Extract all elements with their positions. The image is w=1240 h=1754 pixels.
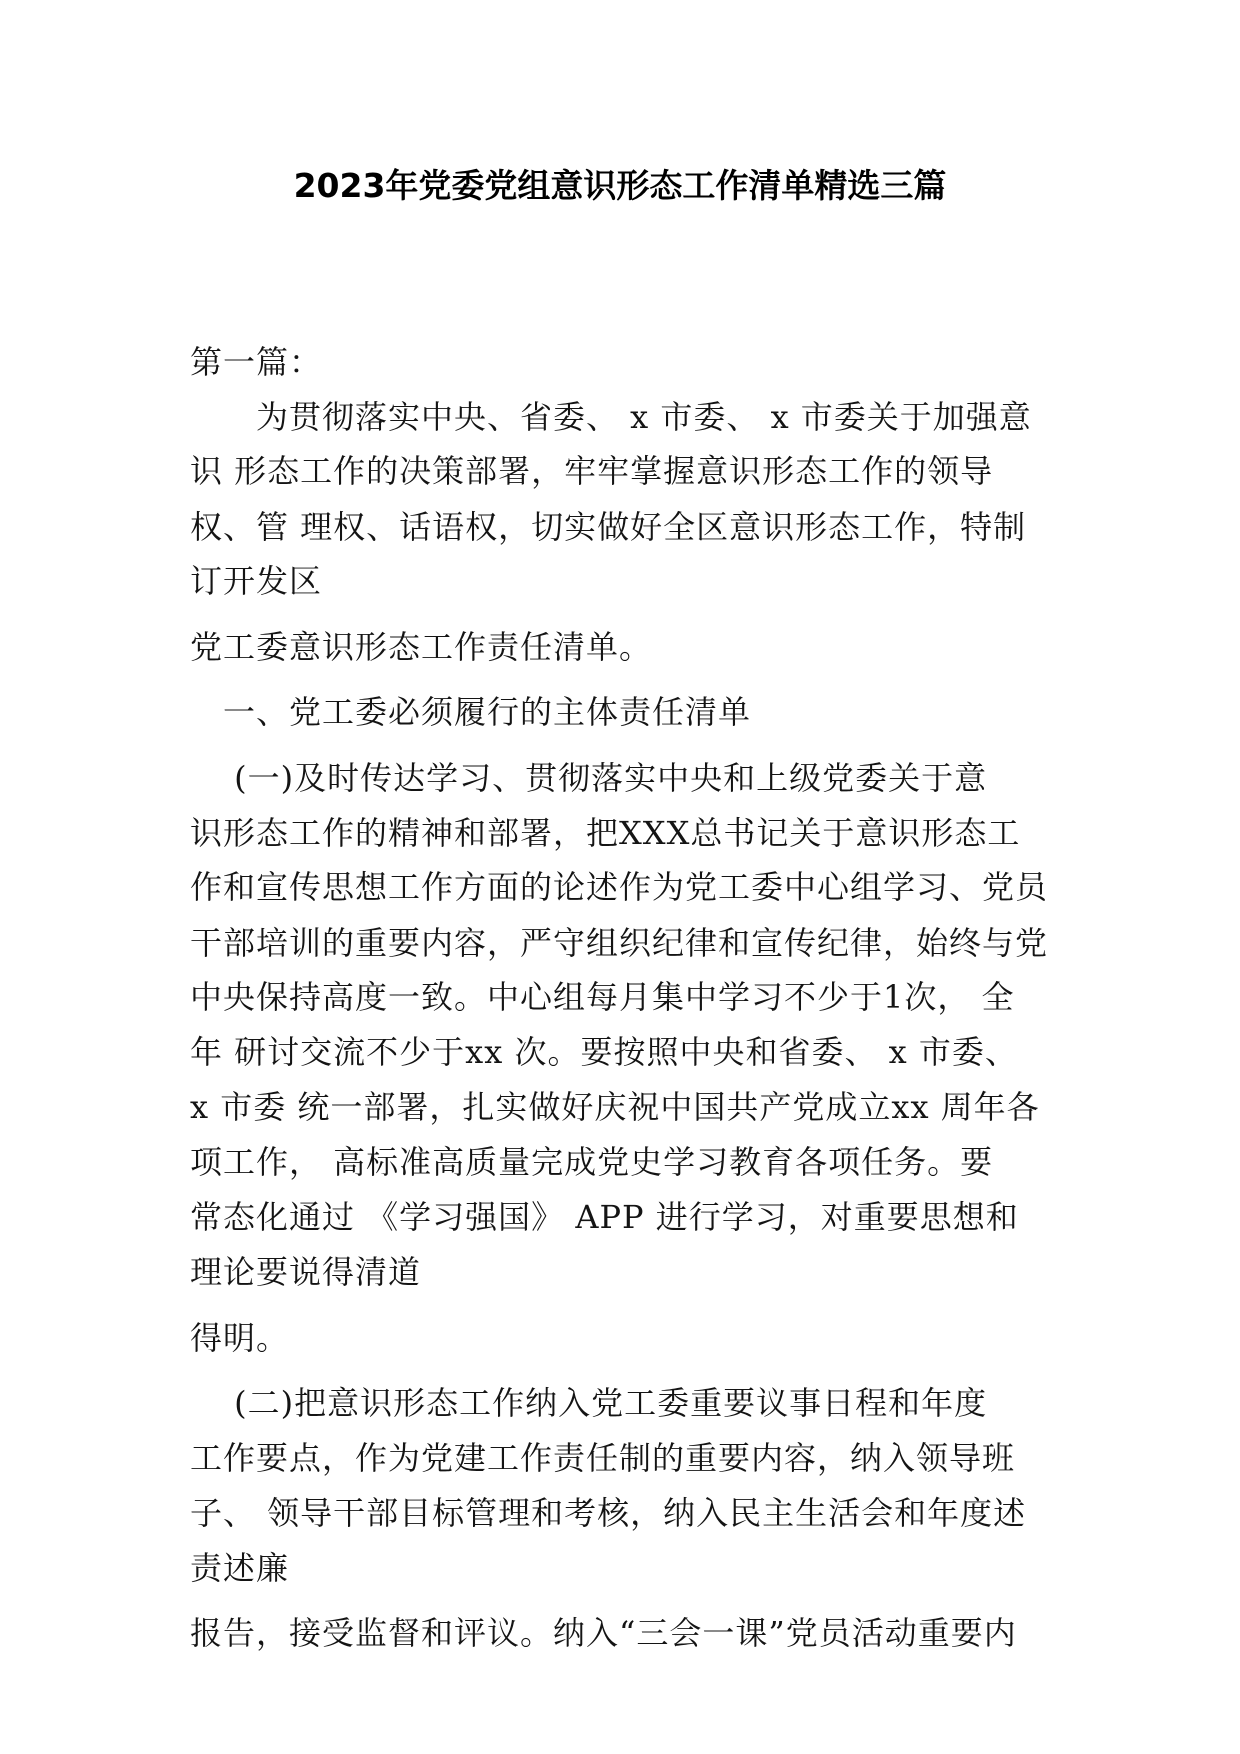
paragraph-line: 订开发区: [190, 562, 323, 600]
paragraph-line: 责述廉: [190, 1549, 290, 1587]
paragraph-line: 项工作， 高标准高质量完成党史学习教育各项任务。要: [190, 1143, 994, 1181]
paragraph-line: (一)及时传达学习、贯彻落实中央和上级党委关于意: [190, 759, 988, 797]
paragraph-line: x 市委 统一部署，扎实做好庆祝中国共产党成立xx 周年各: [190, 1088, 1040, 1126]
list-heading: 一、党工委必须履行的主体责任清单: [190, 693, 752, 731]
paragraph-line: 识形态工作的精神和部署，把XXX总书记关于意识形态工: [190, 814, 1021, 852]
paragraph-line: 工作要点，作为党建工作责任制的重要内容，纳入领导班: [190, 1439, 1016, 1477]
paragraph-line: 报告，接受监督和评议。纳入“三会一课”党员活动重要内: [190, 1614, 1017, 1652]
paragraph-line: 中央保持高度一致。中心组每月集中学习不少于1次， 全: [190, 978, 1015, 1016]
paragraph-line: 党工委意识形态工作责任清单。: [190, 628, 653, 666]
paragraph-line: 子、 领导干部目标管理和考核，纳入民主生活会和年度述: [190, 1494, 1027, 1532]
paragraph-line: 年 研讨交流不少于xx 次。要按照中央和省委、 x 市委、: [190, 1033, 1018, 1071]
paragraph-line: 理论要说得清道: [190, 1253, 422, 1291]
paragraph-line: 权、管 理权、话语权，切实做好全区意识形态工作，特制: [190, 508, 1027, 546]
paragraph-line: 识 形态工作的决策部署，牢牢掌握意识形态工作的领导: [190, 452, 994, 490]
paragraph-line: 为贯彻落实中央、省委、 x 市委、 x 市委关于加强意: [190, 398, 1032, 436]
section-heading-first: 第一篇：: [190, 343, 323, 381]
paragraph-line: 常态化通过 《学习强国》 APP 进行学习，对重要思想和: [190, 1198, 1019, 1236]
document-title: 2023年党委党组意识形态工作清单精选三篇: [293, 166, 947, 205]
paragraph-line: (二)把意识形态工作纳入党工委重要议事日程和年度: [190, 1384, 988, 1422]
paragraph-line: 作和宣传思想工作方面的论述作为党工委中心组学习、党员: [190, 868, 1049, 906]
paragraph-line: 得明。: [190, 1319, 290, 1357]
paragraph-line: 干部培训的重要内容，严守组织纪律和宣传纪律，始终与党: [190, 924, 1049, 962]
